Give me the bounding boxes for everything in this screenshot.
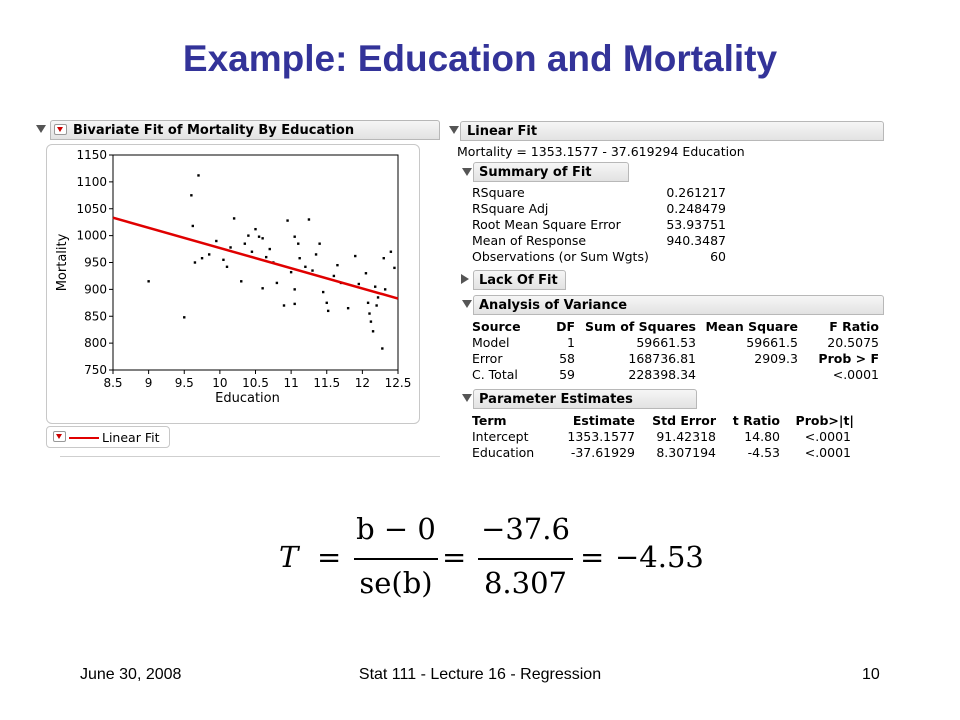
param-cell: 91.42318	[656, 429, 716, 444]
disclosure-triangle-icon[interactable]	[449, 126, 459, 134]
data-point	[298, 257, 300, 259]
param-header-label: Parameter Estimates	[479, 392, 633, 407]
fit-equation: Mortality = 1353.1577 - 37.619294 Education	[457, 144, 745, 159]
summary-value: 0.248479	[666, 201, 726, 216]
fraction-bar	[478, 558, 573, 560]
param-col-header: Std Error	[652, 413, 716, 428]
summary-label: RSquare Adj	[472, 201, 549, 216]
data-point	[372, 330, 374, 332]
data-point	[315, 253, 317, 255]
data-point	[244, 242, 246, 244]
red-triangle-menu-icon[interactable]	[54, 124, 67, 135]
data-point	[147, 280, 149, 282]
summary-label: Mean of Response	[472, 233, 587, 248]
formula-equals: =	[317, 540, 342, 574]
y-axis-label: Mortality	[55, 233, 70, 292]
data-point	[367, 302, 369, 304]
summary-label: Root Mean Square Error	[472, 217, 621, 232]
summary-header-label: Summary of Fit	[479, 165, 592, 180]
data-point	[311, 269, 313, 271]
x-tick-label: 8.5	[103, 376, 123, 390]
y-tick-label: 750	[84, 363, 107, 377]
y-tick-label: 1000	[76, 228, 107, 243]
summary-value: 53.93751	[666, 217, 726, 232]
data-point	[258, 236, 260, 238]
formula-denominator: 8.307	[483, 566, 568, 600]
x-tick-label: 10.5	[242, 376, 269, 390]
anova-col-header: F Ratio	[829, 319, 879, 334]
footer-title: Stat 111 - Lecture 16 - Regression	[358, 666, 602, 683]
param-cell: <.0001	[804, 429, 851, 444]
param-cell: 14.80	[744, 429, 780, 444]
bivariate-header-label: Bivariate Fit of Mortality By Education	[73, 123, 355, 138]
formula-numerator: b − 0	[356, 512, 436, 546]
summary-value: 60	[710, 249, 726, 264]
y-tick-label: 1150	[76, 148, 107, 162]
anova-cell: 20.5075	[827, 335, 879, 350]
disclosure-triangle-icon[interactable]	[36, 125, 46, 133]
data-point	[240, 280, 242, 282]
y-tick-label: 1100	[76, 174, 107, 189]
data-point	[370, 320, 372, 322]
data-point	[333, 275, 335, 277]
data-point	[393, 267, 395, 269]
param-cell: <.0001	[804, 445, 851, 460]
data-point	[208, 253, 210, 255]
data-point	[254, 228, 256, 230]
disclosure-triangle-collapsed-icon[interactable]	[461, 274, 469, 284]
data-point	[283, 304, 285, 306]
data-point	[293, 303, 295, 305]
data-point	[190, 194, 192, 196]
formula-lhs: T	[279, 540, 299, 574]
anova-col-header: Mean Square	[705, 319, 798, 334]
fraction-bar	[354, 558, 438, 560]
anova-cell: 59661.5	[746, 335, 798, 350]
data-point	[384, 288, 386, 290]
param-cell: 8.307194	[656, 445, 716, 460]
data-point	[276, 282, 278, 284]
data-point	[222, 259, 224, 261]
data-point	[336, 264, 338, 266]
param-col-header: t Ratio	[732, 413, 780, 428]
disclosure-triangle-icon[interactable]	[462, 300, 472, 308]
anova-cell: 2909.3	[754, 351, 798, 366]
linear-fit-header-bar[interactable]	[460, 121, 884, 141]
data-point	[322, 291, 324, 293]
data-point	[197, 174, 199, 176]
x-axis-label: Education	[215, 391, 280, 406]
summary-value: 940.3487	[666, 233, 726, 248]
data-point	[347, 307, 349, 309]
anova-cell: Model	[472, 335, 510, 350]
x-tick-label: 11	[283, 376, 299, 390]
data-point	[194, 261, 196, 263]
anova-cell: 59	[559, 367, 575, 382]
formula-equals: =	[442, 540, 467, 574]
data-point	[293, 288, 295, 290]
data-point	[251, 251, 253, 253]
formula-result: −4.53	[615, 540, 704, 574]
param-header-bar[interactable]	[473, 389, 697, 409]
data-point	[390, 251, 392, 253]
data-point	[354, 255, 356, 257]
data-point	[201, 257, 203, 259]
data-point	[297, 242, 299, 244]
anova-cell: Error	[472, 351, 503, 366]
bivariate-header-bar[interactable]	[50, 120, 440, 140]
param-col-header: Prob>|t|	[795, 413, 854, 428]
data-point	[192, 225, 194, 227]
data-point	[383, 257, 385, 259]
plot-area	[113, 155, 398, 370]
data-point	[368, 312, 370, 314]
summary-header-bar[interactable]	[473, 162, 629, 182]
data-point	[233, 217, 235, 219]
data-point	[247, 234, 249, 236]
legend-line-swatch	[69, 437, 99, 439]
footer-page-number: 10	[862, 666, 880, 683]
anova-cell: C. Total	[472, 367, 518, 382]
anova-cell: 168736.81	[628, 351, 696, 366]
data-point	[304, 266, 306, 268]
x-tick-label: 10	[212, 376, 228, 390]
data-point	[261, 287, 263, 289]
data-point	[358, 283, 360, 285]
legend-box	[46, 426, 170, 448]
param-col-header: Term	[472, 413, 507, 428]
param-cell: -37.61929	[570, 445, 635, 460]
x-tick-label: 12.5	[384, 376, 412, 390]
data-point	[290, 271, 292, 273]
data-point	[365, 272, 367, 274]
x-tick-label: 11.5	[313, 376, 341, 390]
anova-col-header: Sum of Squares	[584, 319, 696, 334]
disclosure-triangle-icon[interactable]	[462, 394, 472, 402]
linear-fit-header-label: Linear Fit	[467, 124, 538, 139]
lack-of-fit-header-label: Lack Of Fit	[479, 273, 558, 288]
data-point	[265, 256, 267, 258]
lack-of-fit-header-bar[interactable]	[473, 270, 566, 290]
anova-cell: 58	[559, 351, 575, 366]
legend-menu-icon[interactable]	[53, 431, 66, 442]
anova-header-bar[interactable]	[473, 295, 884, 315]
data-point	[381, 347, 383, 349]
anova-cell: 1	[567, 335, 575, 350]
param-cell: Intercept	[472, 429, 529, 444]
anova-cell: <.0001	[832, 367, 879, 382]
anova-col-header: Source	[472, 319, 521, 334]
y-tick-label: 900	[84, 282, 107, 297]
legend-label: Linear Fit	[102, 430, 160, 445]
x-tick-label: 9.5	[174, 376, 194, 390]
x-tick-label: 9	[144, 376, 153, 390]
summary-label: RSquare	[472, 185, 525, 200]
data-point	[374, 285, 376, 287]
anova-col-header: DF	[556, 319, 575, 334]
disclosure-triangle-icon[interactable]	[462, 168, 472, 176]
x-tick-label: 12	[354, 376, 371, 390]
param-cell: -4.53	[747, 445, 780, 460]
y-tick-label: 950	[84, 255, 107, 270]
y-tick-label: 850	[84, 309, 107, 324]
summary-label: Observations (or Sum Wgts)	[472, 249, 649, 264]
data-point	[215, 240, 217, 242]
data-point	[318, 242, 320, 244]
data-point	[375, 304, 377, 306]
summary-value: 0.261217	[666, 185, 726, 200]
formula-denominator: se(b)	[359, 566, 433, 600]
param-cell: Education	[472, 445, 535, 460]
data-point	[226, 266, 228, 268]
data-point	[229, 246, 231, 248]
data-point	[308, 218, 310, 220]
anova-cell: 228398.34	[628, 367, 696, 382]
data-point	[327, 310, 329, 312]
data-point	[293, 236, 295, 238]
slide-title: Example: Education and Mortality	[182, 38, 778, 79]
data-point	[269, 248, 271, 250]
y-tick-label: 1050	[76, 201, 107, 216]
formula-equals: =	[580, 540, 605, 574]
anova-cell: 59661.53	[636, 335, 696, 350]
data-point	[377, 296, 379, 298]
panel-bottom-rule	[60, 456, 440, 457]
anova-header-label: Analysis of Variance	[479, 298, 628, 313]
data-point	[286, 219, 288, 221]
data-point	[183, 316, 185, 318]
y-tick-label: 800	[84, 336, 107, 351]
scatter-plot	[46, 140, 426, 440]
data-point	[261, 237, 263, 239]
data-point	[326, 302, 328, 304]
formula-numerator: −37.6	[481, 512, 570, 546]
footer-date: June 30, 2008	[80, 666, 182, 683]
anova-cell: Prob > F	[818, 351, 879, 366]
param-cell: 1353.1577	[567, 429, 635, 444]
param-col-header: Estimate	[572, 413, 635, 428]
